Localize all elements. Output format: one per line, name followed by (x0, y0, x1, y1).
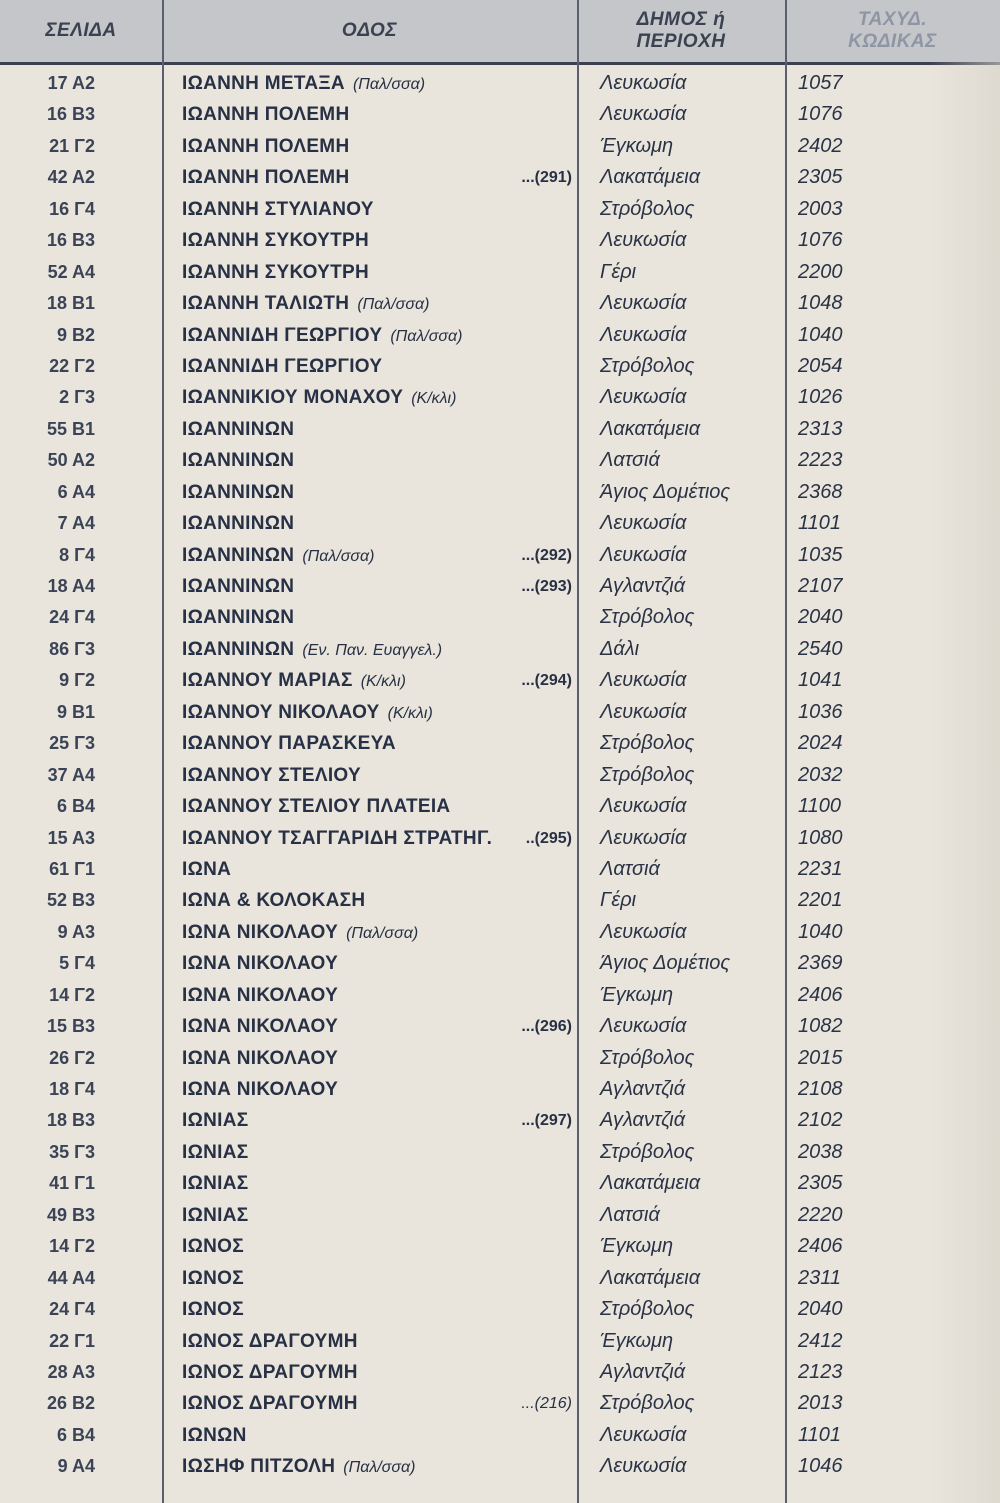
street-name: ΙΩΝΟΣ (182, 1299, 244, 1321)
street-name: ΙΩΝΟΣ ΔΡΑΓΟΥΜΗ (182, 1361, 358, 1383)
page-ref: 16 Γ4 (49, 198, 95, 219)
street-cell (182, 225, 369, 256)
postal-code: 2040 (798, 1298, 843, 1321)
municipality: Λατσιά (600, 857, 660, 880)
municipality: Λευκωσία (600, 1455, 687, 1478)
table-row (0, 571, 1000, 602)
table-row (0, 445, 1000, 476)
street-name: ΙΩΝΙΑΣ (182, 1204, 249, 1226)
street-name: ΙΩΑΝΝΗ ΣΤΥΛΙΑΝΟΥ (182, 198, 374, 220)
street-cell (182, 1074, 338, 1105)
table-row (0, 791, 1000, 822)
page-ref: 44 Α4 (47, 1267, 95, 1288)
postal-code: 1036 (798, 700, 843, 723)
page-ref: 14 Γ2 (49, 984, 95, 1005)
street-note: (Παλ/σσα) (390, 327, 463, 345)
street-note: (Παλ/σσα) (352, 76, 426, 93)
street-name: ΙΩΝΑ ΝΙΚΟΛΑΟΥ (182, 953, 339, 975)
street-name: ΙΩΑΝΝΗ ΣΥΚΟΥΤΡΗ (182, 230, 370, 252)
street-cell (182, 508, 294, 539)
street-name: ΙΩΝΑ ΝΙΚΟΛΑΟΥ (182, 1047, 339, 1069)
street-cell (182, 1043, 338, 1074)
page-ref: 22 Γ1 (49, 1330, 95, 1351)
page-ref: 49 Β3 (46, 1204, 95, 1225)
table-row (0, 320, 1000, 351)
street-cell (182, 1168, 248, 1199)
table-row (0, 508, 1000, 539)
street-cell (182, 854, 231, 885)
street-cell (182, 634, 442, 666)
street-cell (182, 320, 462, 352)
table-row (0, 1326, 1000, 1357)
page-ref: 42 Α2 (47, 167, 95, 188)
table-row (0, 1074, 1000, 1105)
postal-code: 1101 (798, 512, 842, 535)
municipality: Δάλι (600, 637, 640, 660)
postal-code: 2040 (798, 606, 843, 629)
street-cell (182, 1263, 244, 1294)
street-cell (182, 1420, 247, 1451)
street-name: ΙΩΑΝΝΙΚΙΟΥ ΜΟΝΑΧΟΥ (182, 387, 404, 409)
street-cell (182, 445, 294, 476)
street-cell (182, 131, 349, 162)
street-note: (Παλ/σσα) (302, 547, 375, 565)
municipality: Λακατάμεια (600, 1266, 701, 1289)
municipality: Στρόβολος (600, 1392, 695, 1415)
street-name: ΙΩΝΑ (182, 858, 232, 880)
page-ref: 5 Γ4 (59, 953, 95, 974)
street-cell (182, 1231, 244, 1262)
page-ref: 21 Γ2 (49, 135, 95, 156)
street-name: ΙΩΑΝΝΟΥ ΤΣΑΓΓΑΡΙΔΗ ΣΤΡΑΤΗΓ. (182, 827, 493, 849)
municipality: Λευκωσία (600, 323, 687, 346)
page-ref: 15 Α3 (47, 827, 95, 848)
municipality: Έγκωμη (600, 983, 674, 1006)
municipality: Αγλαντζιά (600, 1078, 686, 1100)
municipality: Λευκωσία (600, 1423, 687, 1446)
street-name: ΙΩΑΝΝΟΥ ΣΤΕΛΙΟΥ (182, 764, 361, 786)
municipality: Λακατάμεια (600, 417, 701, 440)
street-cell (182, 823, 492, 854)
postal-code: 2223 (798, 449, 843, 472)
street-name: ΙΩΑΝΝΙΝΩΝ (182, 576, 295, 597)
postal-code: 2032 (798, 763, 843, 786)
street-cell (182, 1294, 244, 1325)
table-row (0, 1231, 1000, 1262)
page-ref: 24 Γ4 (49, 607, 95, 628)
page-ref: 15 Β3 (46, 1016, 95, 1037)
municipality: Έγκωμη (600, 134, 674, 157)
street-name: ΙΩΝΙΑΣ (182, 1110, 249, 1132)
street-name: ΙΩΝΙΑΣ (182, 1141, 249, 1163)
street-cell (182, 1137, 248, 1168)
street-note: (Παλ/σσα) (357, 296, 430, 314)
municipality: Λευκωσία (600, 72, 687, 94)
municipality: Αγλαντζιά (600, 1109, 686, 1132)
street-name: ΙΩΝΑ ΝΙΚΟΛΑΟΥ (182, 1016, 339, 1038)
street-cell (182, 917, 418, 949)
footnote-ref: ...(291) (521, 169, 572, 187)
street-note: (Παλ/σσα) (346, 924, 419, 942)
postal-code: 1041 (798, 669, 843, 692)
street-cell (182, 1357, 358, 1388)
page-ref: 24 Γ4 (49, 1299, 95, 1320)
street-name: ΙΩΑΝΝΙΝΩΝ (182, 544, 295, 566)
table-row (0, 382, 1000, 413)
street-cell (182, 1451, 415, 1483)
municipality: Στρόβολος (600, 763, 695, 786)
page-ref: 50 Α2 (47, 450, 95, 471)
table-row (0, 917, 1000, 948)
street-note: (Κ/κλι) (387, 704, 433, 722)
street-name: ΙΩΝΑ ΝΙΚΟΛΑΟΥ (182, 984, 339, 1006)
page-ref: 26 Γ2 (49, 1047, 95, 1068)
postal-code: 2368 (798, 480, 843, 503)
street-name: ΙΩΑΝΝΗ ΣΥΚΟΥΤΡΗ (182, 261, 370, 283)
street-cell (182, 1011, 338, 1042)
street-cell (182, 1105, 248, 1136)
page-ref: 35 Γ3 (49, 1141, 95, 1162)
table-row (0, 1043, 1000, 1074)
street-cell (182, 351, 382, 382)
street-cell (182, 540, 374, 572)
footnote-ref: ...(297) (521, 1112, 572, 1130)
postal-code: 2003 (798, 197, 843, 220)
street-name: ΙΩΝΑ ΝΙΚΟΛΑΟΥ (182, 1079, 339, 1100)
table-row (0, 697, 1000, 728)
header-municipality: ΔΗΜΟΣ ή ΠΕΡΙΟΧΗ (636, 9, 726, 52)
street-note: (Εν. Παν. Ευαγγελ.) (302, 641, 443, 659)
street-name: ΙΩΑΝΝΙΝΩΝ (182, 607, 295, 629)
street-name: ΙΩΝΙΑΣ (182, 1173, 249, 1195)
street-name: ΙΩΝΩΝ (182, 1424, 247, 1446)
postal-code: 1076 (798, 103, 843, 126)
page-ref: 52 Β3 (46, 890, 95, 911)
postal-code: 2123 (798, 1360, 843, 1383)
table-row (0, 1137, 1000, 1168)
table-row (0, 414, 1000, 445)
postal-code: 2311 (798, 1266, 842, 1289)
municipality: Στρόβολος (600, 1046, 695, 1069)
municipality: Στρόβολος (600, 732, 695, 755)
table-row (0, 1420, 1000, 1451)
street-name: ΙΩΑΝΝΙΝΩΝ (182, 418, 295, 440)
table-row (0, 885, 1000, 916)
postal-code: 2406 (798, 983, 843, 1006)
footnote-ref: ...(294) (521, 672, 572, 690)
page-ref: 26 Β2 (46, 1393, 95, 1414)
table-row (0, 1263, 1000, 1294)
page-ref: 61 Γ1 (49, 858, 95, 879)
table-row (0, 131, 1000, 162)
page-ref: 86 Γ3 (49, 638, 95, 659)
postal-code: 2402 (798, 134, 843, 157)
street-cell (182, 1388, 358, 1419)
street-name: ΙΩΝΟΣ (182, 1236, 244, 1258)
municipality: Λακατάμεια (600, 166, 701, 189)
page-ref: 14 Γ2 (49, 1236, 95, 1257)
page-ref: 6 Α4 (57, 481, 95, 502)
page-ref: 55 Β1 (46, 418, 95, 439)
table-row (0, 980, 1000, 1011)
street-cell (182, 791, 450, 822)
street-name: ΙΩΑΝΝΗ ΠΟΛΕΜΗ (182, 167, 350, 189)
postal-code: 2054 (798, 354, 843, 377)
street-cell (182, 382, 456, 414)
table-row (0, 351, 1000, 382)
postal-code: 1040 (798, 323, 843, 346)
postal-code: 2015 (798, 1046, 843, 1069)
street-cell (182, 602, 294, 633)
table-row (0, 162, 1000, 193)
street-name: ΙΩΑΝΝΙΝΩΝ (182, 450, 295, 472)
postal-code: 1080 (798, 826, 843, 849)
municipality: Λευκωσία (600, 103, 687, 126)
table-row (0, 477, 1000, 508)
street-cell (182, 728, 396, 759)
municipality: Στρόβολος (600, 197, 695, 220)
table-row (0, 540, 1000, 571)
street-name: ΙΩΝΟΣ (182, 1267, 244, 1289)
municipality: Άγιος Δομέτιος (600, 952, 731, 975)
header-postal-code: ΤΑΧΥΔ. ΚΩΔΙΚΑΣ (848, 9, 937, 52)
page-ref: 18 Β3 (46, 1110, 95, 1131)
municipality: Στρόβολος (600, 1140, 695, 1163)
page-ref: 7 Α4 (57, 513, 95, 534)
street-name: ΙΩΑΝΝΙΝΩΝ (182, 638, 295, 660)
street-name: ΙΩΝΑ ΝΙΚΟΛΑΟΥ (182, 921, 339, 943)
street-cell (182, 1200, 248, 1231)
municipality: Γέρι (600, 260, 637, 283)
postal-code: 1040 (798, 920, 843, 943)
page-ref: 9 Β2 (56, 324, 95, 345)
page-ref: 18 Β1 (46, 293, 95, 314)
page-ref: 2 Γ3 (59, 387, 95, 408)
street-cell (182, 68, 425, 100)
postal-code: 2201 (798, 889, 843, 912)
street-cell (182, 760, 361, 791)
postal-code: 2108 (798, 1078, 843, 1100)
street-name: ΙΩΑΝΝΙΝΩΝ (182, 513, 295, 535)
table-row (0, 1105, 1000, 1136)
street-cell (182, 948, 338, 979)
street-name: ΙΩΑΝΝΟΥ ΣΤΕΛΙΟΥ ΠΛΑΤΕΙΑ (182, 796, 451, 818)
municipality: Λευκωσία (600, 543, 687, 566)
page-ref: 41 Γ1 (49, 1173, 95, 1194)
street-cell (182, 414, 294, 445)
street-name: ΙΩΑΝΝΙΔΗ ΓΕΩΡΓΙΟΥ (182, 355, 383, 377)
street-cell (182, 571, 294, 602)
table-row (0, 760, 1000, 791)
municipality: Άγιος Δομέτιος (600, 480, 731, 503)
street-name: ΙΩΝΟΣ ΔΡΑΓΟΥΜΗ (182, 1330, 358, 1352)
street-cell (182, 885, 365, 916)
table-row (0, 257, 1000, 288)
footnote-ref: ..(295) (525, 829, 572, 847)
postal-code: 1076 (798, 229, 843, 252)
table-row (0, 68, 1000, 99)
postal-code: 2305 (798, 1172, 843, 1195)
postal-code: 2200 (798, 260, 843, 283)
table-row (0, 99, 1000, 130)
street-name: ΙΩΣΗΦ ΠΙΤΖΟΛΗ (182, 1456, 336, 1478)
page-ref: 25 Γ3 (49, 733, 95, 754)
table-row (0, 1200, 1000, 1231)
street-cell (182, 99, 349, 130)
page-ref: 16 Β3 (46, 104, 95, 125)
municipality: Έγκωμη (600, 1235, 674, 1258)
municipality: Λευκωσία (600, 920, 687, 943)
postal-code: 1026 (798, 386, 843, 409)
municipality: Λευκωσία (600, 292, 687, 315)
postal-code: 2412 (798, 1329, 843, 1352)
municipality: Αγλαντζιά (600, 1360, 686, 1383)
municipality: Έγκωμη (600, 1329, 674, 1352)
postal-code: 2102 (798, 1109, 843, 1132)
municipality: Λακατάμεια (600, 1172, 701, 1195)
table-row (0, 288, 1000, 319)
page-ref: 18 Α4 (47, 576, 95, 596)
street-cell (182, 477, 294, 508)
table-row (0, 1451, 1000, 1482)
street-name: ΙΩΑΝΝΟΥ ΠΑΡΑΣΚΕΥΑ (182, 733, 396, 755)
postal-code: 1100 (798, 795, 842, 818)
table-row (0, 1388, 1000, 1419)
street-cell (182, 162, 349, 193)
postal-code: 1101 (798, 1423, 842, 1446)
page-ref: 28 Α3 (47, 1361, 95, 1382)
postal-code: 1035 (798, 543, 843, 566)
street-name: ΙΩΑΝΝΗ ΠΟΛΕΜΗ (182, 135, 350, 157)
table-row (0, 602, 1000, 633)
table-row (0, 1011, 1000, 1042)
postal-code: 2369 (798, 952, 843, 975)
street-name: ΙΩΑΝΝΙΝΩΝ (182, 481, 295, 503)
street-note: (Κ/κλι) (360, 673, 406, 691)
page-ref: 6 Β4 (56, 796, 95, 817)
street-name: ΙΩΑΝΝΟΥ ΝΙΚΟΛΑΟΥ (182, 701, 380, 723)
postal-code: 2540 (798, 637, 843, 660)
postal-code: 1082 (798, 1015, 843, 1038)
table-row (0, 854, 1000, 885)
street-name: ΙΩΑΝΝΗ ΠΟΛΕΜΗ (182, 104, 350, 126)
table-row (0, 948, 1000, 979)
street-name: ΙΩΑΝΝΙΔΗ ΓΕΩΡΓΙΟΥ (182, 324, 383, 346)
street-cell (182, 194, 374, 225)
municipality: Λευκωσία (600, 1015, 687, 1038)
postal-code: 1057 (798, 72, 843, 94)
footnote-ref: ...(296) (521, 1018, 572, 1036)
street-cell (182, 257, 369, 288)
street-cell (182, 697, 433, 729)
page-ref: 22 Γ2 (49, 355, 95, 376)
page-ref: 9 Α4 (57, 1456, 95, 1477)
table-row (0, 1168, 1000, 1199)
municipality: Στρόβολος (600, 606, 695, 629)
page-ref: 6 Β4 (56, 1424, 95, 1445)
postal-code: 1048 (798, 292, 843, 315)
street-cell (182, 980, 338, 1011)
municipality: Λευκωσία (600, 669, 687, 692)
postal-code: 1046 (798, 1455, 843, 1478)
footnote-ref: ...(292) (521, 546, 572, 564)
postal-code: 2305 (798, 166, 843, 189)
page-ref: 9 Α3 (57, 921, 95, 942)
table-header (0, 0, 1000, 65)
municipality: Λευκωσία (600, 826, 687, 849)
header-page: ΣΕΛΙΔΑ (45, 20, 117, 41)
street-name: ΙΩΑΝΝΗ ΤΑΛΙΩΤΗ (182, 293, 350, 315)
street-name: ΙΩΝΑ & ΚΟΛΟΚΑΣΗ (182, 890, 366, 912)
page-ref: 8 Γ4 (59, 544, 95, 565)
table-row (0, 823, 1000, 854)
page-ref: 37 Α4 (47, 764, 95, 785)
postal-code: 2107 (798, 575, 843, 597)
postal-code: 2024 (798, 732, 843, 755)
page-ref: 9 Γ2 (59, 670, 95, 691)
table-row (0, 665, 1000, 696)
table-row (0, 194, 1000, 225)
page-ref: 17 Α2 (47, 73, 95, 93)
municipality: Αγλαντζιά (600, 575, 686, 597)
header-street: ΟΔΟΣ (341, 20, 398, 41)
street-index-table (0, 68, 1000, 1483)
municipality: Λευκωσία (600, 386, 687, 409)
municipality: Λευκωσία (600, 229, 687, 252)
footnote-ref: ...(293) (521, 578, 572, 595)
page-ref: 16 Β3 (46, 230, 95, 251)
street-cell (182, 665, 406, 697)
footnote-ref: ...(216) (521, 1395, 572, 1413)
table-row (0, 225, 1000, 256)
page-ref: 52 Α4 (47, 261, 95, 282)
street-cell (182, 288, 429, 320)
municipality: Λατσιά (600, 449, 660, 472)
municipality: Λευκωσία (600, 700, 687, 723)
municipality: Λατσιά (600, 1203, 660, 1226)
street-name: ΙΩΝΟΣ ΔΡΑΓΟΥΜΗ (182, 1393, 358, 1415)
street-cell (182, 1326, 358, 1357)
municipality: Γέρι (600, 889, 637, 912)
municipality: Στρόβολος (600, 354, 695, 377)
municipality: Στρόβολος (600, 1298, 695, 1321)
table-row (0, 634, 1000, 665)
table-row (0, 1357, 1000, 1388)
table-row (0, 1294, 1000, 1325)
page-ref: 18 Γ4 (49, 1079, 95, 1099)
page-ref: 9 Β1 (56, 701, 95, 722)
street-name: ΙΩΑΝΝΟΥ ΜΑΡΙΑΣ (182, 670, 353, 692)
municipality: Λευκωσία (600, 795, 687, 818)
municipality: Λευκωσία (600, 512, 687, 535)
postal-code: 2013 (798, 1392, 843, 1415)
postal-code: 2038 (798, 1140, 843, 1163)
postal-code: 2313 (798, 417, 843, 440)
postal-code: 2231 (798, 857, 843, 880)
street-note: (Παλ/σσα) (343, 1459, 416, 1477)
street-name: ΙΩΑΝΝΗ ΜΕΤΑΞΑ (182, 73, 345, 94)
street-note: (Κ/κλι) (411, 390, 457, 408)
postal-code: 2220 (798, 1203, 843, 1226)
postal-code: 2406 (798, 1235, 843, 1258)
table-row (0, 728, 1000, 759)
